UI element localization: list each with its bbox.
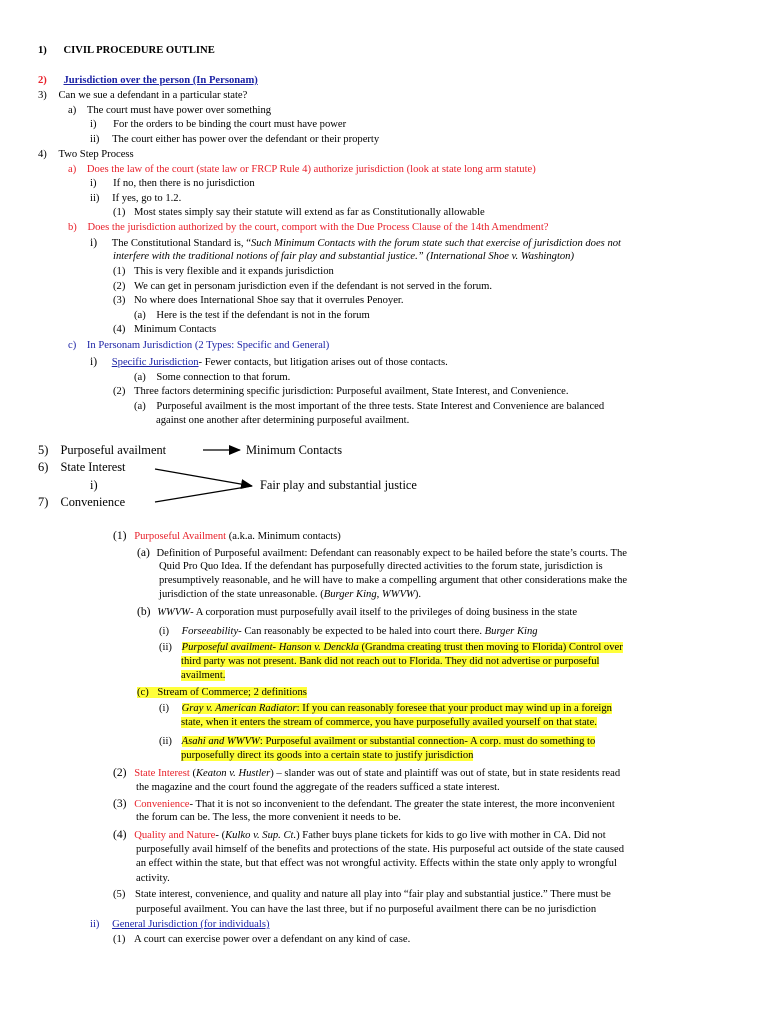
outline-number: ii) [90,134,100,145]
outline-item [113,529,341,543]
outline-continuation [181,716,597,729]
outline-text: - ( [215,830,226,841]
outline-number: ii) [90,193,100,204]
outline-text: against one another after determining purposeful availment. [156,415,410,426]
outline-text: The court either has power over the defendant or their property [112,134,380,145]
outline-text: - Can reasonably be expected to be haled into court there. [238,626,485,637]
outline-continuation: purposeful availment. You can have the last three, but if no purposeful availment there can be no jurisdiction [136,904,597,915]
outline-text: A court can exercise power over a defendant on any kind of case. [134,934,411,945]
arrow-state-interest-to-fair-play [155,469,252,486]
outline-text: No where does International Shoe say that it overrules Penoyer. [134,295,404,306]
outline-number: 7) [38,495,49,509]
outline-number: (i) [159,703,169,714]
outline-text: Minimum Contacts [134,324,217,335]
outline-item [159,641,623,654]
outline-number: (4) [113,324,126,335]
outline-number: (1) [113,207,126,218]
arrow-convenience-to-fair-play [155,486,252,502]
outline-text: ). [414,589,422,600]
outline-continuation [181,669,225,682]
outline-continuation: the forum can be. The less, the more convenient it needs to be. [136,812,401,823]
outline-item [113,828,606,842]
outline-number: c) [68,340,77,351]
outline-text: General Jurisdiction (for individuals) [112,919,270,930]
case-citation: WWVW [157,607,191,618]
highlighted-text: third party was not present. Bank did not reach out to Florida. They did not advertise or purposeful [181,656,600,667]
outline-continuation: an effect within the state, but that effect was not wrongful activity. Effects within the state only apply to wrongful [136,858,617,869]
outline-text: Most states simply say their statute will extend as far as Constitutionally allowable [134,207,485,218]
outline-text: Definition of Purposeful availment: Defendant can reasonably expect to be hailed before the state’s courts. The [156,548,628,559]
outline-number: (2) [113,386,126,397]
outline-number: (a) [137,546,150,559]
outline-text: Purposeful availment is the most important of the three tests. State Interest and Convenience are balanced [156,401,605,412]
outline-number: (1) [113,266,126,277]
case-citation: Kulko v. Sup. Ct. [225,830,297,841]
outline-number: 5) [38,443,49,457]
outline-continuation [181,655,599,668]
case-citation: Burger King, WWVW [323,589,415,600]
outline-text: Forseeability [181,626,239,637]
outline-number: b) [68,222,77,233]
outline-text: This is very flexible and it expands jurisdiction [134,266,334,277]
outline-text: ) Father buys plane tickets for kids to go live with mother in CA. Did not [296,830,606,841]
outline-text: (Grandma creating trust then moving to Florida) Control over [358,642,623,653]
outline-number: (i) [159,626,169,637]
outline-text: jurisdiction of the state unreasonable. ( [159,589,324,600]
outline-text: Quality and Nature [134,830,216,841]
outline-number: (3) [113,295,126,306]
outline-text: Convenience [60,495,126,509]
outline-number: (2) [113,281,126,292]
outline-number: (a) [134,310,146,321]
outline-number: i) [90,236,98,249]
outline-number: (a) [134,372,146,383]
outline-number: 2) [38,75,47,86]
case-citation: Asahi and WWVW [181,736,260,747]
arrow-label-fair-play: Fair play and substantial justice [260,478,417,492]
outline-number: (b) [137,605,151,618]
outline-text: If yes, go to 1.2. [112,193,182,204]
outline-item [113,933,410,946]
outline-number: (3) [113,797,127,810]
outline-item [113,766,620,780]
case-citation: Purposeful availment- Hanson v. Denckla [181,642,359,653]
outline-number: (c) [137,687,149,698]
outline-text: (a.k.a. Minimum contacts) [226,531,341,542]
outline-text: In Personam Jurisdiction (2 Types: Specific and General) [86,340,330,351]
arrow-label-minimum-contacts: Minimum Contacts [246,443,343,457]
outline-text: Two Step Process [58,149,134,160]
outline-number: i) [90,178,97,189]
outline-number: (1) [113,529,127,542]
outline-text: For the orders to be binding the court must have power [113,119,347,130]
outline-text: ) – slander was out of state and plaintiff was out of state, but in state residents read [270,768,621,779]
outline-number: a) [68,164,77,175]
outline-continuation: purposefully avail himself of the benefits and protections of the state. His purposeful act outside of the state caused [136,844,625,855]
outline-number: 1) [38,45,47,56]
outline-text: Specific Jurisdiction [111,357,199,368]
outline-text: Convenience [134,799,190,810]
outline-text: Does the law of the court (state law or FRCP Rule 4) authorize jurisdiction (look at state long arm statute) [86,164,536,175]
quote-text: interfere with the traditional notions of fair play and substantial justice.” (International Shoe v. Washington) [113,251,575,262]
outline-text: We can get in personam jurisdiction even if the defendant is not served in the forum. [134,281,493,292]
case-citation: Burger King [484,626,538,637]
highlighted-text: state, when it enters the stream of commerce, you have purposefully availed yourself on that state. [181,717,597,728]
outline-item [113,888,611,901]
outline-number: 4) [38,149,47,160]
outline-item [137,686,307,699]
highlighted-text: availment. [181,670,226,681]
outline-text: If no, then there is no jurisdiction [113,178,255,189]
section-title: Jurisdiction over the person (In Personam) [63,75,258,86]
outline-text: The court must have power over something [86,105,272,116]
outline-number: a) [68,105,77,116]
outline-text: - Fewer contacts, but litigation arises out of those contacts. [198,357,448,368]
outline-text: State Interest [134,768,190,779]
outline-item [90,918,269,931]
outline-text: Purposeful availment [60,443,167,457]
outline-text: : Purposeful availment or substantial connection- A corp. must do something to [259,736,596,747]
outline-number: ii) [90,919,100,930]
outline-text: ( [189,768,196,779]
outline-number: (2) [113,766,127,779]
outline-continuation: Quid Pro Quo Idea. If the defendant has purposefully directed activities to the forum state, jurisdiction is [159,561,603,572]
quote-text: Such Minimum Contacts with the forum state such that exercise of jurisdiction does not [250,238,621,249]
outline-text: - That it is not so inconvenient to the defendant. The greater the state interest, the more inconvenient [189,799,615,810]
outline-item [113,797,615,811]
outline-text: - A corporation must purposefully avail itself to the privileges of doing business in the state [190,607,578,618]
outline-item [137,605,577,619]
outline-number: i) [90,478,98,492]
outline-number: (ii) [159,736,172,747]
outline-item [159,735,595,748]
outline-text: State interest, convenience, and quality and nature all play into “fair play and substantial justice.” There must be [135,889,611,900]
outline-number: (4) [113,828,127,841]
case-citation: Keaton v. Hustler [195,768,271,779]
outline-number: (ii) [159,642,172,653]
outline-number: i) [90,355,98,368]
outline-text: Here is the test if the defendant is not in the forum [156,310,370,321]
outline-continuation [159,588,421,601]
outline-number: 6) [38,460,49,474]
outline-item [137,546,627,560]
outline-number: i) [90,119,97,130]
outline-text: Can we sue a defendant in a particular state? [58,90,248,101]
case-citation: Gray v. American Radiator [181,703,297,714]
outline-text: State Interest [60,460,126,474]
outline-continuation: the magazine and the court found the aggregate of the readers sufficed a state interest. [136,782,500,793]
outline-text: Purposeful Availment [134,531,227,542]
outline-item [159,702,612,715]
outline-number: 3) [38,90,47,101]
outline-text: : If you can reasonably foresee that your product may wind up in a foreign [296,703,612,714]
outline-number: (a) [134,401,146,412]
outline-continuation: activity. [136,873,170,884]
outline-continuation [181,749,473,762]
outline-continuation: presumptively reasonable, and he will have to make a compelling argument that other considerations make the [159,575,628,586]
highlighted-text: purposefully direct its goods into a certain state to justify jurisdiction [181,750,474,761]
outline-text: The Constitutional Standard is, “ [111,238,251,249]
outline-item [159,625,538,638]
outline-number: (5) [113,889,126,900]
outline-number: (1) [113,934,126,945]
outline-text: Stream of Commerce; 2 definitions [157,687,307,698]
document-title: CIVIL PROCEDURE OUTLINE [63,45,215,56]
outline-text: Three factors determining specific jurisdiction: Purposeful availment, State Interest, and Convenience. [134,386,569,397]
outline-text: Some connection to that forum. [156,372,291,383]
outline-text: Does the jurisdiction authorized by the court, comport with the Due Process Clause of the 14th Amendment? [87,222,549,233]
